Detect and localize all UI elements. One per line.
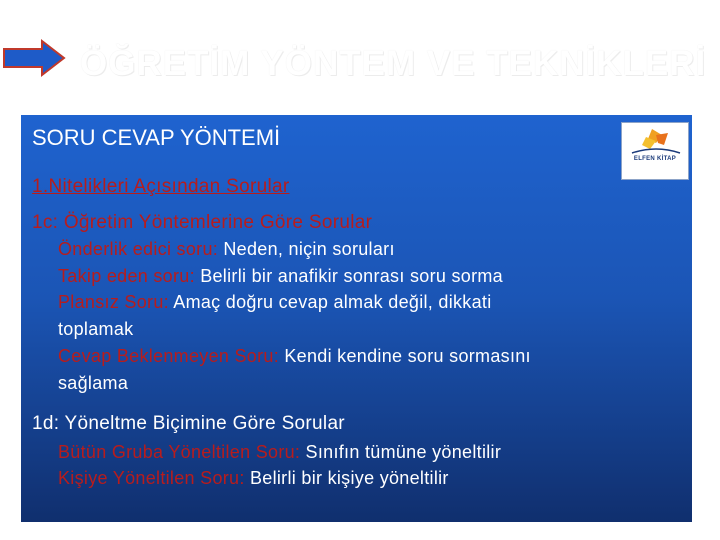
item-desc: toplamak [58, 319, 134, 339]
item-desc: Neden, niçin soruları [218, 239, 395, 259]
item-desc: Belirli bir kişiye yöneltilir [244, 468, 449, 488]
item-desc: Belirli bir anafikir sonrası soru sorma [194, 266, 503, 286]
item-term: Takip eden soru: [58, 266, 195, 286]
item-desc: Amaç doğru cevap almak değil, dikkati [168, 292, 492, 312]
list-item [58, 442, 501, 463]
list-item [58, 239, 395, 260]
item-desc: Sınıfın tümüne yöneltilir [300, 442, 502, 462]
slide-title: ÖĞRETİM YÖNTEM VE TEKNİKLERİ [80, 44, 707, 83]
logo-text: ELFEN KİTAP [633, 156, 677, 162]
logo-mark-icon [622, 123, 690, 181]
list-item [58, 266, 503, 287]
panel-heading: SORU CEVAP YÖNTEMİ [32, 125, 281, 150]
publisher-logo [621, 122, 689, 180]
section-1c-heading: 1c: Öğretim Yöntemlerine Göre Sorular [32, 212, 373, 233]
content-panel [21, 115, 692, 522]
section-1d-heading: 1d: Yöneltme Biçimine Göre Sorular [32, 413, 345, 434]
item-desc: Kendi kendine soru sormasını [279, 346, 531, 366]
section-1-heading: 1.Nitelikleri Açısından Sorular [32, 176, 290, 197]
list-item-continuation [58, 373, 128, 394]
item-term: Önderlik edici soru: [58, 239, 219, 259]
item-desc: sağlama [58, 373, 129, 393]
right-arrow-icon [2, 38, 66, 78]
item-term: Cevap Beklenmeyen Soru: [58, 346, 280, 366]
list-item-continuation [58, 319, 133, 340]
item-term: Kişiye Yöneltilen Soru: [58, 468, 245, 488]
list-item [58, 468, 449, 489]
item-term: Bütün Gruba Yöneltilen Soru: [58, 442, 301, 462]
list-item [58, 292, 492, 313]
list-item [58, 346, 531, 367]
item-term: Plansız Soru: [58, 292, 169, 312]
